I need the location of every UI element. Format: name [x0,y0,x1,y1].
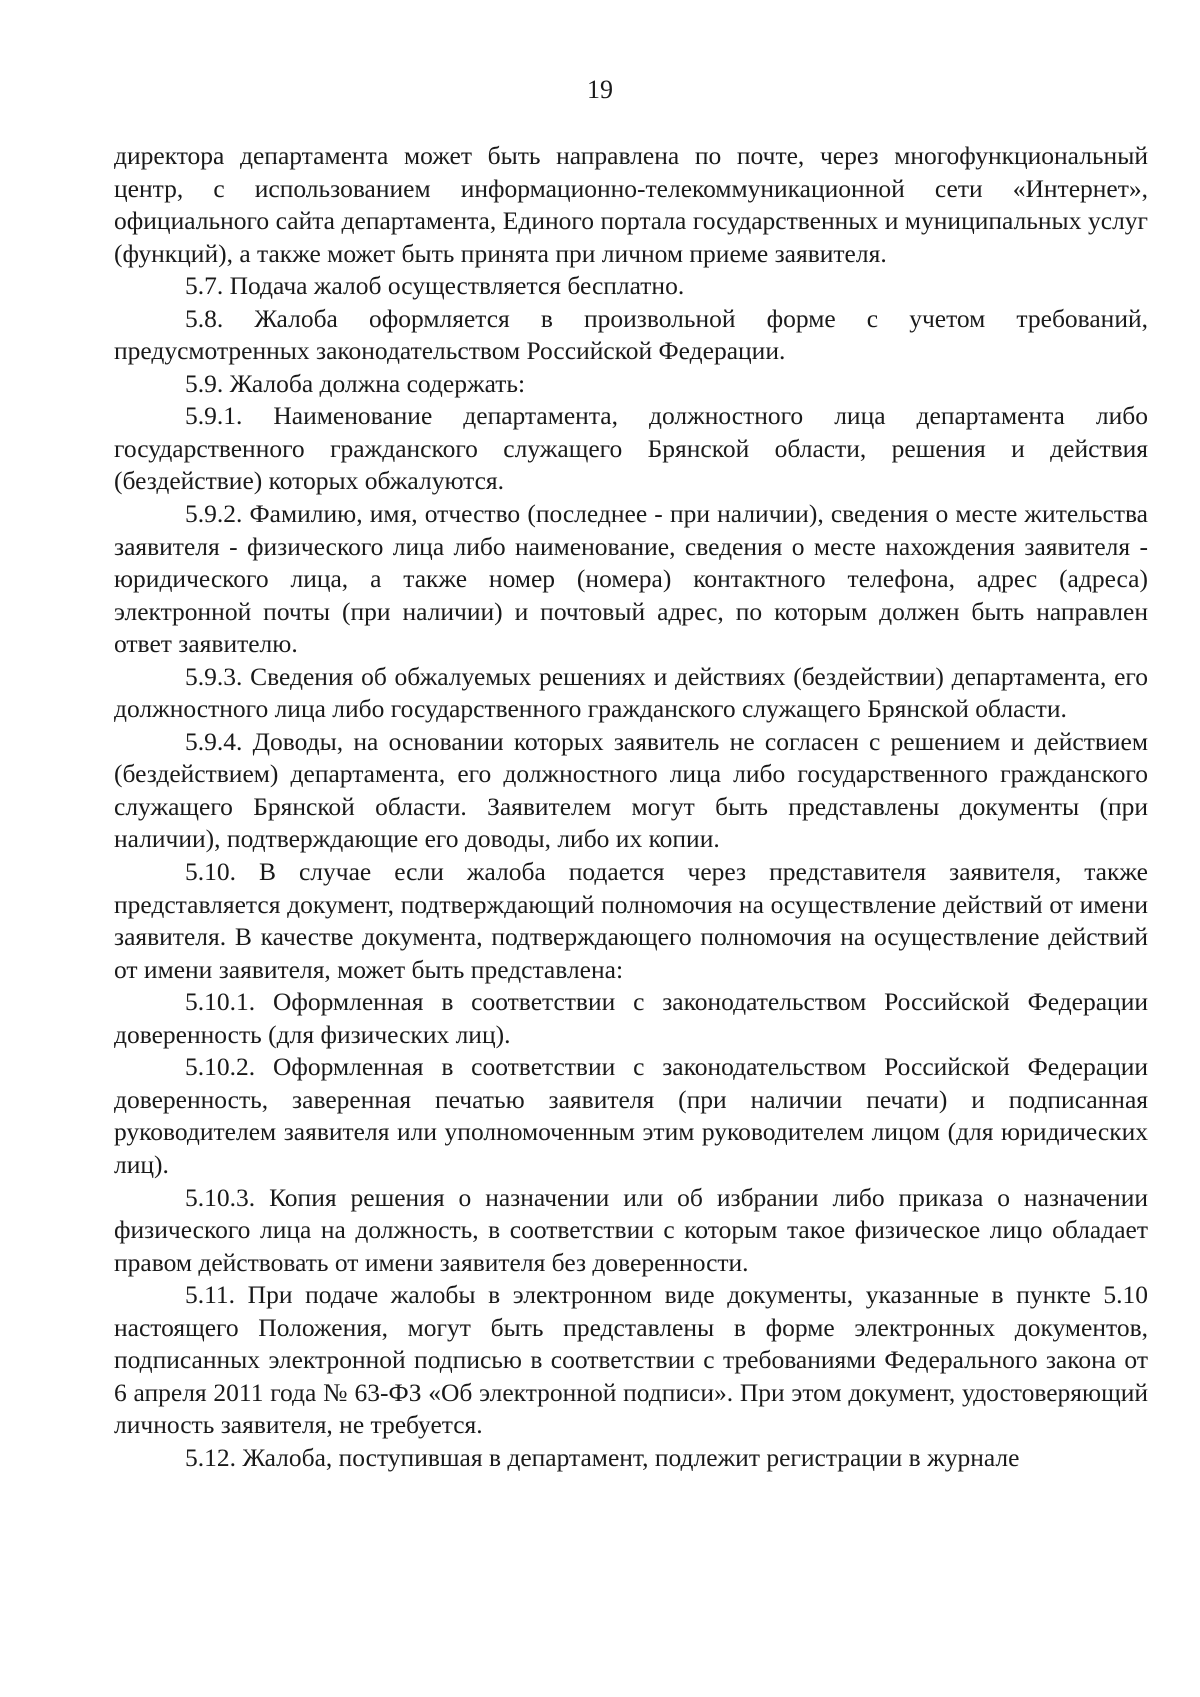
paragraph-5-9-4: 5.9.4. Доводы, на основании которых заявитель не согласен с решением и действием (бездействием) департамента, его должностного лица либо государственного гражданского служащего Брянской области. Заявителем могут быть представлены документы (при наличии), подтверждающие его доводы, либо их копии. [114,726,1148,854]
paragraph-continuation: директора департамента может быть направлена по почте, через многофункциональный центр, с использованием информационно-телекоммуникационной сети «Интернет», официального сайта департамента, Единого портала государственных и муниципальных услуг (функций), а также может быть принята при личном приеме заявителя. [114,141,1148,268]
paragraph-5-11: 5.11. При подаче жалобы в электронном виде документы, указанные в пункте 5.10 настоящего Положения, могут быть представлены в форме электронных документов, подписанных электронной подписью в соответствии с требованиями Федерального закона от 6 апреля 2011 года № 63-ФЗ «Об электронной подписи». При этом документ, удостоверяющий личность заявителя, не требуется. [114,1280,1148,1440]
document-body [114,140,1148,1474]
page-number: 19 [587,75,613,104]
paragraph-5-7: 5.7. Подача жалоб осуществляется бесплатно. [185,271,685,301]
paragraph-5-12: 5.12. Жалоба, поступившая в департамент, подлежит регистрации в журнале [185,1442,1020,1472]
paragraph-5-9-3: 5.9.3. Сведения об обжалуемых решениях и действиях (бездействии) департамента, его должностного лица либо государственного гражданского служащего Брянской области. [114,661,1148,724]
paragraph-5-10: 5.10. В случае если жалоба подается через представителя заявителя, также представляется документ, подтверждающий полномочия на осуществление действий от имени заявителя. В качестве документа, подтверждающего полномочия на осуществление действий от имени заявителя, может быть представлена: [114,857,1148,984]
paragraph-5-10-1: 5.10.1. Оформленная в соответствии с законодательством Российской Федерации доверенность (для физических лиц). [114,987,1148,1049]
paragraph-5-9-1: 5.9.1. Наименование департамента, должностного лица департамента либо государственного гражданского служащего Брянской области, решения и действия (бездействие) которых обжалуются. [114,401,1148,496]
paragraph-5-9-2: 5.9.2. Фамилию, имя, отчество (последнее - при наличии), сведения о месте жительства заявителя - физического лица либо наименование, сведения о месте нахождения заявителя - юридического лица, а также номер (номера) контактного телефона, адрес (адреса) электронной почты (при наличии) и почтовый адрес, по которым должен быть направлен ответ заявителю. [114,499,1148,659]
paragraph-5-10-3: 5.10.3. Копия решения о назначении или об избрании либо приказа о назначении физического лица на должность, в соответствии с которым такое физическое лицо обладает правом действовать от имени заявителя без доверенности. [114,1182,1148,1277]
paragraph-5-8: 5.8. Жалоба оформляется в произвольной форме с учетом требований, предусмотренных законодательством Российской Федерации. [114,303,1148,366]
paragraph-5-9: 5.9. Жалоба должна содержать: [185,368,526,398]
paragraph-5-10-2: 5.10.2. Оформленная в соответствии с законодательством Российской Федерации доверенность, заверенная печатью заявителя (при наличии печати) и подписанная руководителем заявителя или уполномоченным этим руководителем лицом (для юридических лиц). [114,1052,1148,1179]
